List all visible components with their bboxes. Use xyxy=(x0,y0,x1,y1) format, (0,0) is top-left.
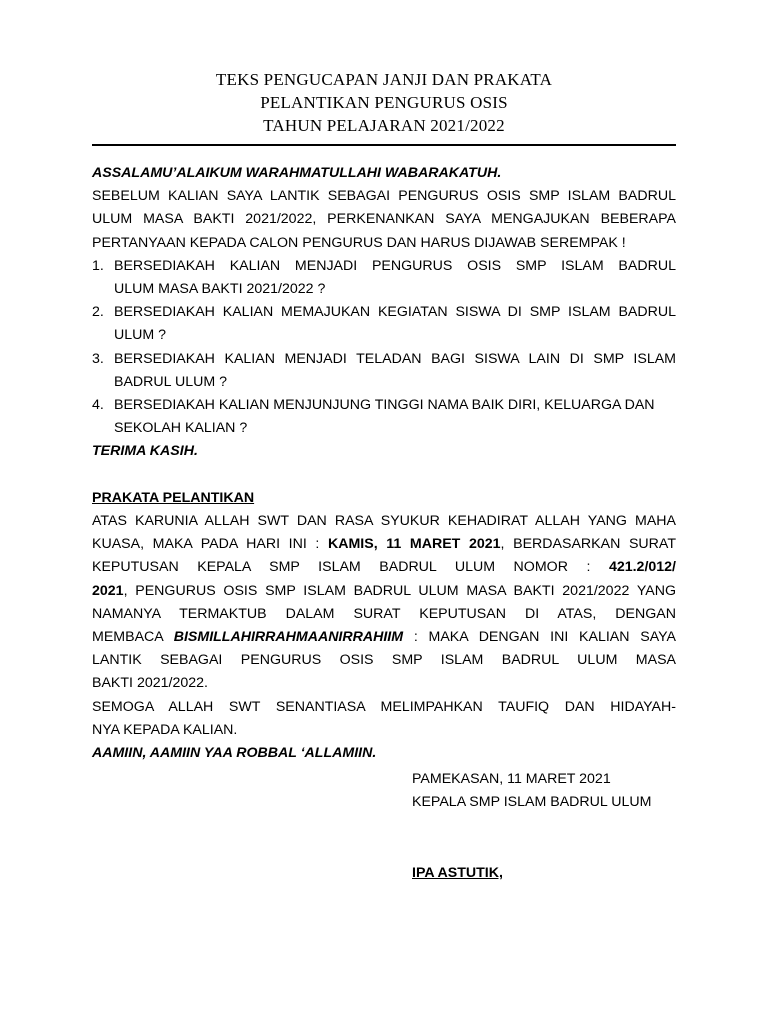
question-text: BERSEDIAKAH KALIAN MENJUNJUNG TINGGI NAMA BAIK DIRI, KELUARGA DAN xyxy=(114,397,655,414)
question-text: BERSEDIAKAH KALIAN MEMAJUKAN KEGIATAN SISWA DI SMP ISLAM BADRUL xyxy=(114,304,676,321)
document-body xyxy=(92,162,676,765)
prakata-text: : MAKA DENGAN INI KALIAN SAYA xyxy=(403,629,676,646)
title-line-2: PELANTIKAN PENGURUS OSIS xyxy=(260,93,508,112)
question-number: 2. xyxy=(92,304,104,321)
question-text-cont: BADRUL ULUM ? xyxy=(114,373,228,390)
prakata-line xyxy=(92,626,676,649)
question-text-cont: ULUM ? xyxy=(114,327,167,344)
spacer xyxy=(92,464,676,487)
question-item xyxy=(92,255,676,301)
prakata-line: LANTIK SEBAGAI PENGURUS OSIS SMP ISLAM BADRUL ULUM MASA xyxy=(92,652,676,669)
prakata-heading: PRAKATA PELANTIKAN xyxy=(92,489,255,506)
basmalah-text: BISMILLAHIRRAHMAANIRRAHIIM xyxy=(173,629,404,646)
title-line-3: TAHUN PELAJARAN 2021/2022 xyxy=(263,116,505,135)
question-item xyxy=(92,348,676,394)
question-number: 4. xyxy=(92,397,104,414)
intro-line-3: PERTANYAAN KEPADA CALON PENGURUS DAN HARUS DIJAWAB SEREMPAK ! xyxy=(92,234,626,251)
intro-line-2: ULUM MASA BAKTI 2021/2022, PERKENANKAN SAYA MENGAJUKAN BEBERAPA xyxy=(92,211,676,228)
question-item xyxy=(92,394,676,440)
prakata-text: , BERDASARKAN SURAT xyxy=(500,536,676,553)
question-text-cont: SEKOLAH KALIAN ? xyxy=(114,420,248,437)
prakata-line: BAKTI 2021/2022. xyxy=(92,675,208,692)
intro-line-1: SEBELUM KALIAN SAYA LANTIK SEBAGAI PENGURUS OSIS SMP ISLAM BADRUL xyxy=(92,188,676,205)
signer-block xyxy=(412,862,503,885)
prakata-line xyxy=(92,533,676,556)
question-number: 3. xyxy=(92,350,104,367)
title-divider xyxy=(92,144,676,146)
decree-number: 421.2/012/ xyxy=(608,559,676,576)
question-item xyxy=(92,301,676,347)
decree-number-year: 2021 xyxy=(92,582,124,599)
greeting: ASSALAMU’ALAIKUM WARAHMATULLAHI WABARAKATUH. xyxy=(92,165,502,181)
signature-position: KEPALA SMP ISLAM BADRUL ULUM xyxy=(412,794,652,811)
signer-name: IPA ASTUTIK, xyxy=(412,865,503,881)
prakata-line: SEMOGA ALLAH SWT SENANTIASA MELIMPAHKAN TAUFIQ DAN HIDAYAH- xyxy=(92,698,676,715)
question-text: BERSEDIAKAH KALIAN MENJADI TELADAN BAGI SISWA LAIN DI SMP ISLAM xyxy=(114,350,676,367)
question-text: BERSEDIAKAH KALIAN MENJADI PENGURUS OSIS SMP ISLAM BADRUL xyxy=(114,257,676,274)
prakata-line xyxy=(92,556,676,579)
prakata-line: NYA KEPADA KALIAN. xyxy=(92,721,238,738)
question-text-cont: ULUM MASA BAKTI 2021/2022 ? xyxy=(114,281,326,298)
prakata-text: KEPUTUSAN KEPALA SMP ISLAM BADRUL ULUM NOMOR : xyxy=(92,559,609,576)
prakata-line xyxy=(92,580,676,603)
closing-prayer: AAMIIN, AAMIIN YAA ROBBAL ‘ALLAMIIN. xyxy=(92,745,377,762)
signature-block xyxy=(412,768,651,814)
title-line-1: TEKS PENGUCAPAN JANJI DAN PRAKATA xyxy=(215,70,553,89)
signature-place-date: PAMEKASAN, 11 MARET 2021 xyxy=(412,771,611,787)
prakata-line: NAMANYA TERMAKTUB DALAM SURAT KEPUTUSAN DI ATAS, DENGAN xyxy=(92,605,676,622)
prakata-text: MEMBACA xyxy=(92,629,174,646)
document-title xyxy=(92,68,676,137)
inauguration-date: KAMIS, 11 MARET 2021 xyxy=(328,536,501,553)
thanks-text: TERIMA KASIH. xyxy=(92,443,198,460)
prakata-text: , PENGURUS OSIS SMP ISLAM BADRUL ULUM MASA BAKTI 2021/2022 YANG xyxy=(123,582,676,599)
question-number: 1. xyxy=(92,257,104,274)
prakata-text: KUASA, MAKA PADA HARI INI : xyxy=(92,536,328,553)
prakata-line: ATAS KARUNIA ALLAH SWT DAN RASA SYUKUR KEHADIRAT ALLAH YANG MAHA xyxy=(92,513,676,530)
